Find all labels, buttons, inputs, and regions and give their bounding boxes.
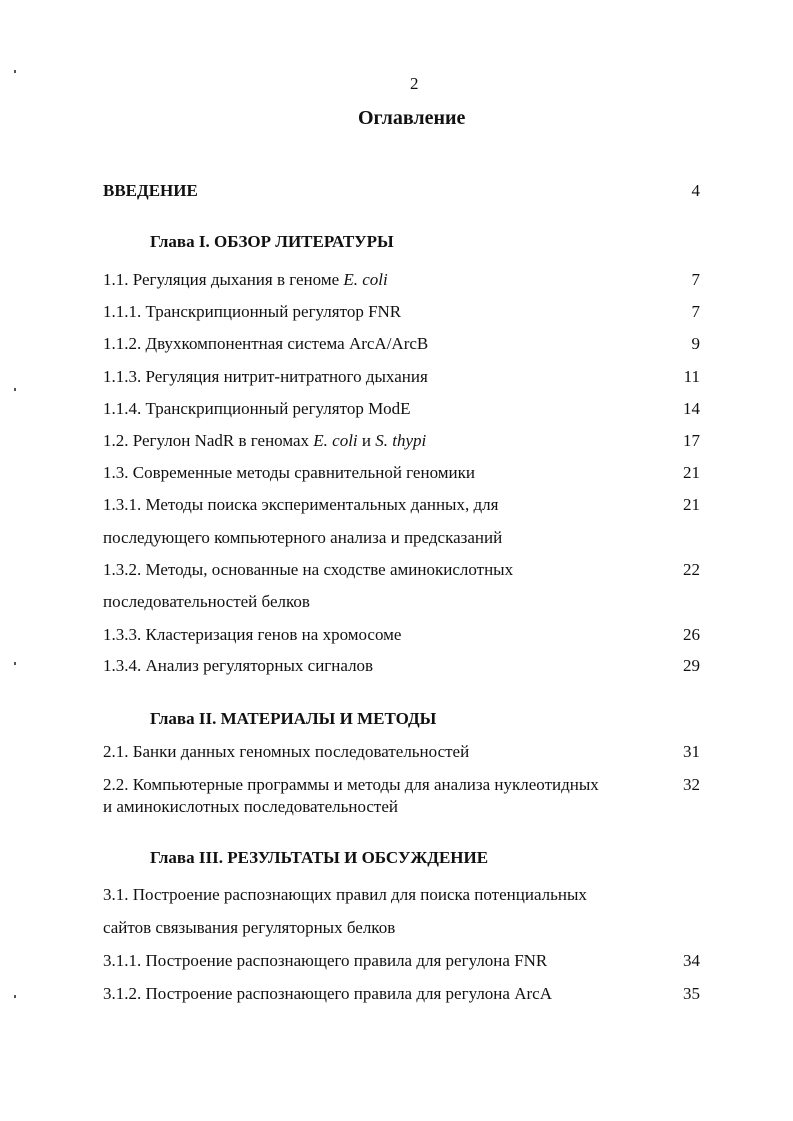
toc-page: 31 <box>683 742 700 761</box>
toc-entry: 2.2. Компьютерные программы и методы для анализа нуклеотидных <box>103 775 599 794</box>
toc-entry: 1.3.2. Методы, основанные на сходстве аминокислотных <box>103 560 514 579</box>
toc-entry: 1.3.3. Кластеризация генов на хромосоме <box>103 625 402 644</box>
toc-page: 29 <box>683 656 700 675</box>
toc-entry <box>103 431 426 451</box>
toc-page: 21 <box>683 463 700 482</box>
entry-text: 1.2. Регулон NadR в геномах <box>103 431 314 450</box>
scan-mark <box>14 70 16 73</box>
toc-entry: 1.3. Современные методы сравнительной геномики <box>103 463 475 482</box>
toc-entry: 1.1.4. Транскрипционный регулятор ModE <box>103 399 411 418</box>
toc-page: 7 <box>691 302 700 321</box>
toc-page: 17 <box>683 431 700 450</box>
page-title: Оглавление <box>358 107 466 129</box>
toc-page: 21 <box>683 495 700 514</box>
toc-page: 32 <box>683 775 700 794</box>
chapter-heading: Глава II. МАТЕРИАЛЫ И МЕТОДЫ <box>150 709 437 728</box>
toc-entry: 3.1.2. Построение распознающего правила для регулона ArcA <box>103 984 552 1003</box>
toc-entry: 1.1.1. Транскрипционный регулятор FNR <box>103 302 402 321</box>
scan-mark <box>14 388 16 391</box>
toc-entry: 3.1.1. Построение распознающего правила для регулона FNR <box>103 951 548 970</box>
toc-intro: ВВЕДЕНИЕ <box>103 181 198 200</box>
toc-page: 7 <box>691 270 700 289</box>
toc-page: 34 <box>683 951 700 970</box>
toc-entry: 3.1. Построение распознающих правил для поиска потенциальных <box>103 885 587 904</box>
page-number: 2 <box>410 74 419 93</box>
entry-text: и <box>357 431 376 450</box>
toc-entry-continuation: и аминокислотных последовательностей <box>103 797 398 816</box>
toc-entry-continuation: последующего компьютерного анализа и предсказаний <box>103 528 503 547</box>
entry-italic: S. thypi <box>375 431 427 450</box>
toc-page: 9 <box>691 334 700 353</box>
toc-entry: 2.1. Банки данных геномных последовательностей <box>103 742 470 761</box>
toc-entry: 1.1.2. Двухкомпонентная система ArcA/ArcB <box>103 334 429 353</box>
entry-text: 1.1. Регуляция дыхания в геноме <box>103 270 344 289</box>
toc-page: 26 <box>683 625 700 644</box>
chapter-heading: Глава III. РЕЗУЛЬТАТЫ И ОБСУЖДЕНИЕ <box>150 848 489 867</box>
toc-page: 4 <box>691 181 700 200</box>
toc-page: 35 <box>683 984 700 1003</box>
toc-entry: 1.1.3. Регуляция нитрит-нитратного дыхания <box>103 367 428 386</box>
toc-entry: 1.3.4. Анализ регуляторных сигналов <box>103 656 374 675</box>
scan-mark <box>14 995 16 998</box>
entry-italic: E. coli <box>313 431 358 450</box>
toc-entry <box>103 270 388 290</box>
toc-entry-continuation: сайтов связывания регуляторных белков <box>103 918 396 937</box>
chapter-heading: Глава I. ОБЗОР ЛИТЕРАТУРЫ <box>150 232 394 251</box>
toc-entry-continuation: последовательностей белков <box>103 592 310 611</box>
toc-page: 14 <box>683 399 700 418</box>
entry-italic: E. coli <box>343 270 388 289</box>
scan-mark <box>14 662 16 665</box>
toc-entry: 1.3.1. Методы поиска экспериментальных данных, для <box>103 495 499 514</box>
toc-page: 11 <box>683 367 700 386</box>
toc-page: 22 <box>683 560 700 579</box>
